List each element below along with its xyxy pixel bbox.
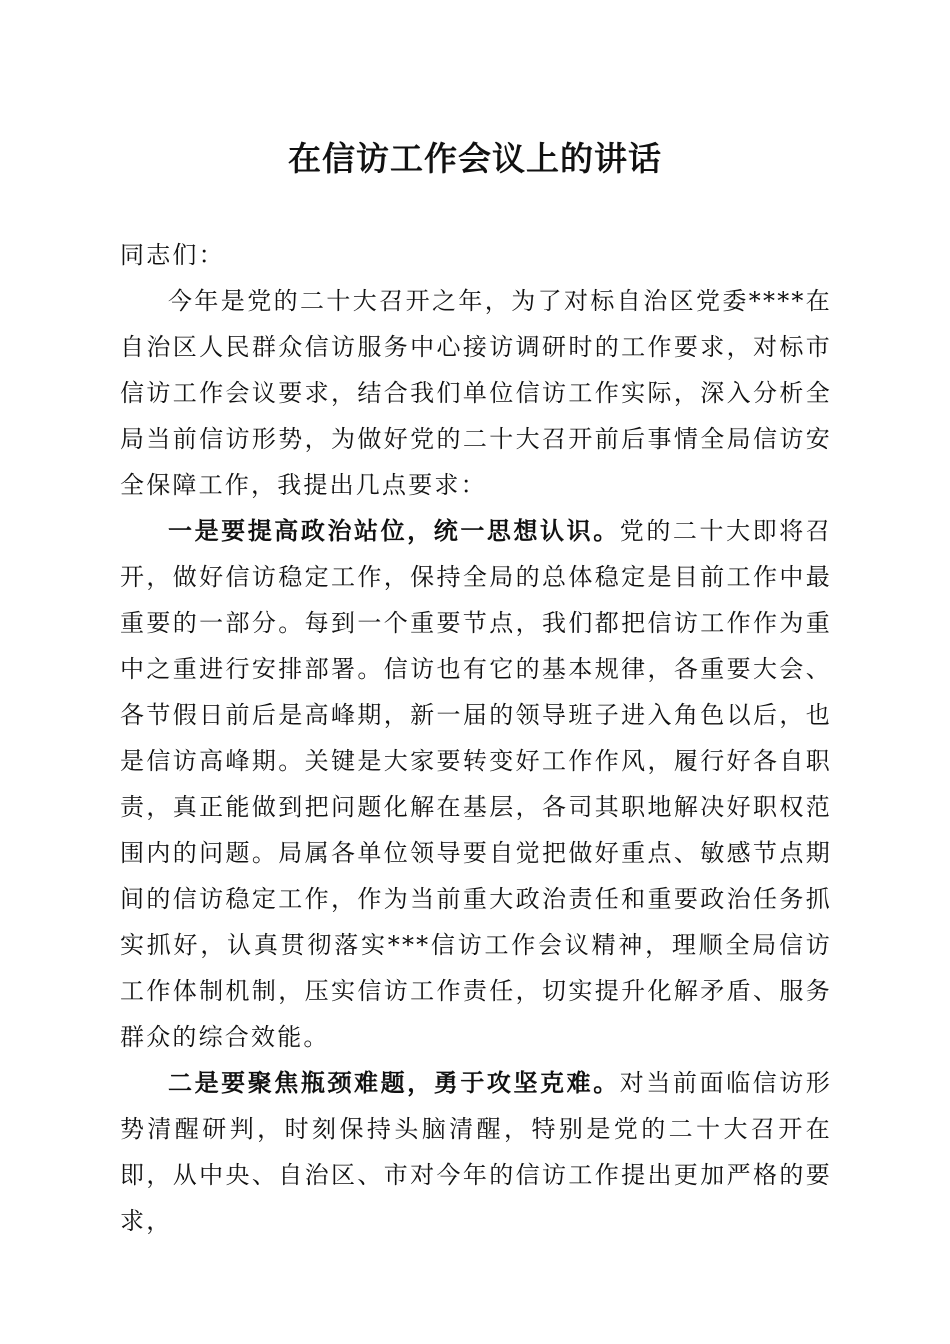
paragraph-text: 党的二十大即将召开，做好信访稳定工作，保持全局的总体稳定是目前工作中最重要的一部分。每到一个重要节点，我们都把信访工作作为重中之重进行安排部署。信访也有它的基本规律，各重要大会、各节假日前后是高峰期，新一届的领导班子进入角色以后，也是信访高峰期。关键是大家要转变好工作作风，履行好各自职责，真正能做到把问题化解在基层，各司其职地解决好职权范围内的问题。局属各单位领导要自觉把做好重点、敏感节点期间的信访稳定工作，作为当前重大政治责任和重要政治任务抓实抓好，认真贯彻落实***信访工作会议精神，理顺全局信访工作体制机制，压实信访工作责任，切实提升化解矛盾、服务群众的综合效能。 bbox=[120, 517, 832, 1051]
paragraph-text: 对当前面临信访形势清醒研判，时刻保持头脑清醒，特别是党的二十大召开在即，从中央、自治区、市对今年的信访工作提出更加严格的要求， bbox=[120, 1069, 832, 1235]
document-body bbox=[120, 232, 832, 1244]
salutation: 同志们： bbox=[120, 241, 225, 269]
paragraph-text: 今年是党的二十大召开之年，为了对标自治区党委****在自治区人民群众信访服务中心接访调研时的工作要求，对标市信访工作会议要求，结合我们单位信访工作实际，深入分析全局当前信访形势，为做好党的二十大召开前后事情全局信访安全保障工作，我提出几点要求： bbox=[120, 287, 832, 499]
document-title: 在信访工作会议上的讲话 bbox=[288, 139, 662, 178]
paragraph-point-one bbox=[120, 508, 832, 1060]
paragraph-point-two bbox=[120, 1060, 832, 1244]
paragraph-lead-heading: 二是要聚焦瓶颈难题，勇于攻坚克难。 bbox=[168, 1068, 620, 1097]
paragraph-intro bbox=[120, 278, 832, 508]
paragraph-lead-heading: 一是要提高政治站位，统一思想认识。 bbox=[168, 516, 620, 545]
